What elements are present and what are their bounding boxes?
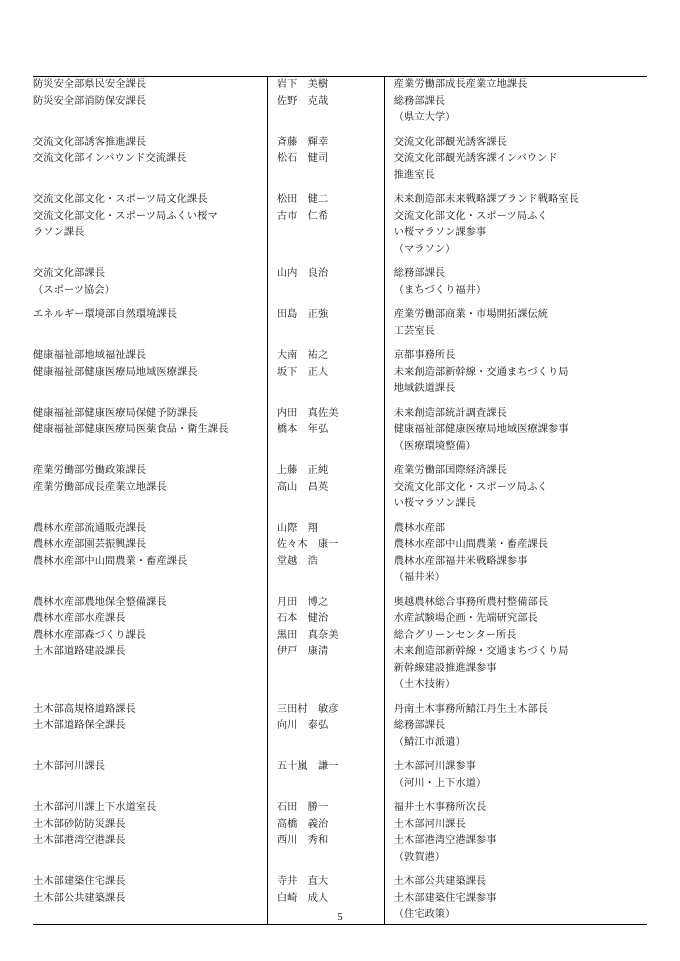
officer-name-cell-line: 内田 真佐美 xyxy=(276,407,339,419)
new-post-cell xyxy=(33,628,267,645)
table-row-spacer xyxy=(33,398,647,406)
previous-post-cell xyxy=(384,480,647,513)
previous-post-cell-line: 水産試験場企画・先端研究部長 xyxy=(393,613,538,624)
officer-name-cell xyxy=(267,77,384,94)
previous-post-cell xyxy=(384,135,647,152)
officer-name-cell xyxy=(267,554,384,587)
officer-name-cell-line: 堂越 浩 xyxy=(276,555,318,567)
previous-post-cell-line: （県立大学） xyxy=(393,112,456,123)
table-row-spacer xyxy=(33,258,647,266)
table-row-spacer xyxy=(33,751,647,759)
new-post-cell xyxy=(33,718,267,751)
previous-post-cell xyxy=(384,422,647,455)
new-post-cell xyxy=(33,817,267,834)
previous-post-cell-line: 奥越農林総合事務所農村整備部長 xyxy=(393,596,549,608)
new-post-cell-line: 健康福祉部健康医療局医薬食品・衛生課長 xyxy=(33,424,229,435)
officer-name-cell-line: 佐野 克哉 xyxy=(276,95,329,107)
previous-post-cell-line: 産業労働部国際経済課長 xyxy=(393,465,507,476)
new-post-cell xyxy=(33,800,267,817)
new-post-cell-line: 土木部河川課上下水道室長 xyxy=(33,802,157,813)
previous-post-cell-line: 地域鉄道課長 xyxy=(393,383,456,394)
new-post-cell-line: ラソン課長 xyxy=(33,227,85,238)
table-row xyxy=(33,406,647,423)
new-post-cell xyxy=(33,365,267,398)
officer-name-cell-line: 斉藤 輝幸 xyxy=(276,136,329,148)
previous-post-cell-line: 健康福祉部健康医療局地域医療課参事 xyxy=(393,424,569,435)
officer-name-cell-line: 松田 健二 xyxy=(276,194,329,205)
previous-post-cell xyxy=(384,406,647,423)
officer-name-cell xyxy=(267,406,384,423)
new-post-cell-line: 土木部河川課長 xyxy=(33,761,106,772)
new-post-cell xyxy=(33,537,267,554)
officer-name-cell xyxy=(267,833,384,866)
table-row xyxy=(33,365,647,398)
previous-post-cell-line: 総務部課長 xyxy=(393,268,446,279)
officer-name-cell xyxy=(267,874,384,891)
officer-name-cell-line: 橋本 年弘 xyxy=(276,424,329,435)
table-row xyxy=(33,521,647,538)
previous-post-cell xyxy=(384,554,647,587)
previous-post-cell-line: 交流文化部文化・スポーツ局ふく xyxy=(393,210,548,222)
new-post-cell xyxy=(33,644,267,694)
officer-name-cell-line: 松石 健司 xyxy=(276,153,329,164)
table-row xyxy=(33,463,647,480)
officer-name-cell xyxy=(267,718,384,751)
previous-post-cell xyxy=(384,209,647,259)
previous-post-cell-line: （敦賀港） xyxy=(393,851,446,863)
officer-name-cell-line: 古市 仁希 xyxy=(276,210,329,222)
new-post-cell xyxy=(33,759,267,792)
officer-name-cell-line: 西川 秀和 xyxy=(276,835,329,846)
previous-post-cell-line: （鯖江市派遣） xyxy=(393,736,466,748)
new-post-cell-line: 健康福祉部地域福祉課長 xyxy=(33,350,147,361)
new-post-cell-line: 農林水産部中山間農業・畜産課長 xyxy=(33,555,188,567)
new-post-cell-line: 土木部公共建築課長 xyxy=(33,892,126,904)
previous-post-cell-line: 土木部河川課参事 xyxy=(393,761,477,772)
new-post-cell xyxy=(33,192,267,209)
personnel-table xyxy=(33,76,647,925)
officer-name-cell-line: 大南 祐之 xyxy=(276,350,329,361)
new-post-cell xyxy=(33,480,267,513)
new-post-cell xyxy=(33,348,267,365)
table-row-spacer xyxy=(33,866,647,874)
officer-name-cell-line: 山際 翔 xyxy=(276,522,318,534)
table-row-spacer xyxy=(33,299,647,307)
officer-name-cell xyxy=(267,800,384,817)
new-post-cell xyxy=(33,422,267,455)
table-row xyxy=(33,480,647,513)
new-post-cell-line: 防災安全部消防保安課長 xyxy=(33,95,147,107)
new-post-cell-line: 土木部高規格道路課長 xyxy=(33,703,136,715)
officer-name-cell-line: 石本 健治 xyxy=(276,613,329,624)
new-post-cell-line: （スポーツ協会） xyxy=(33,284,115,296)
officer-name-cell xyxy=(267,595,384,612)
previous-post-cell-line: い桜マラソン課参事 xyxy=(393,227,487,238)
officer-name-cell-line: 佐々木 康一 xyxy=(276,539,339,550)
table-row xyxy=(33,94,647,127)
officer-name-cell xyxy=(267,94,384,127)
new-post-cell-line: 交流文化部インバウンド交流課長 xyxy=(33,153,187,164)
previous-post-cell-line: い桜マラソン課長 xyxy=(393,498,477,509)
previous-post-cell xyxy=(384,644,647,694)
table-row xyxy=(33,718,647,751)
page-number: 5 xyxy=(337,912,343,923)
new-post-cell xyxy=(33,833,267,866)
new-post-cell-line: 防災安全部県民安全課長 xyxy=(33,79,147,90)
previous-post-cell xyxy=(384,759,647,792)
officer-name-cell xyxy=(267,628,384,645)
previous-post-cell-line: 土木部港湾空港課参事 xyxy=(393,835,497,846)
previous-post-cell xyxy=(384,77,647,94)
officer-name-cell xyxy=(267,266,384,299)
officer-name-cell-line: 五十嵐 謙一 xyxy=(276,761,339,772)
officer-name-cell-line: 上藤 正純 xyxy=(276,465,329,476)
new-post-cell xyxy=(33,307,267,340)
officer-name-cell xyxy=(267,365,384,398)
table-row xyxy=(33,135,647,152)
previous-post-cell-line: 土木部建築住宅課参事 xyxy=(393,892,497,904)
new-post-cell-line: 交流文化部文化・スポーツ局ふくい桜マ xyxy=(33,210,218,222)
previous-post-cell-line: （土木技術） xyxy=(393,679,456,690)
officer-name-cell-line: 山内 良治 xyxy=(276,268,329,279)
new-post-cell xyxy=(33,135,267,152)
previous-post-cell-line: 丹南土木事務所鯖江丹生土木部長 xyxy=(393,703,549,715)
previous-post-cell-line: 総合グリーンセンター所長 xyxy=(393,629,517,641)
new-post-cell-line: 土木部道路建設課長 xyxy=(33,646,126,657)
table-row xyxy=(33,422,647,455)
previous-post-cell-line: 土木部公共建築課長 xyxy=(393,876,487,887)
officer-name-cell xyxy=(267,422,384,455)
new-post-cell-line: 産業労働部労働政策課長 xyxy=(33,465,147,476)
officer-name-cell-line: 伊戸 康清 xyxy=(276,646,329,657)
new-post-cell-line: 土木部砂防防災課長 xyxy=(33,818,126,830)
new-post-cell xyxy=(33,151,267,184)
new-post-cell xyxy=(33,554,267,587)
table-row-spacer xyxy=(33,455,647,463)
previous-post-cell-line: 福井土木事務所次長 xyxy=(393,802,487,813)
table-row xyxy=(33,595,647,612)
new-post-cell-line: 農林水産部園芸振興課長 xyxy=(33,539,147,550)
previous-post-cell-line: 未来創造部統計調査課長 xyxy=(393,407,507,419)
table-row xyxy=(33,307,647,340)
table-row xyxy=(33,554,647,587)
officer-name-cell xyxy=(267,817,384,834)
new-post-cell-line: エネルギー環境部自然環境課長 xyxy=(33,309,178,320)
new-post-cell-line: 土木部道路保全課長 xyxy=(33,720,126,731)
officer-name-cell xyxy=(267,463,384,480)
previous-post-cell-line: 新幹線建設推進課参事 xyxy=(393,662,497,674)
table-row-spacer xyxy=(33,587,647,595)
previous-post-cell xyxy=(384,192,647,209)
new-post-cell-line: 土木部建築住宅課長 xyxy=(33,876,126,887)
officer-name-cell xyxy=(267,151,384,184)
table-row xyxy=(33,644,647,694)
officer-name-cell-line: 月田 博之 xyxy=(276,596,329,608)
officer-name-cell xyxy=(267,192,384,209)
previous-post-cell xyxy=(384,817,647,834)
new-post-cell xyxy=(33,406,267,423)
table-row xyxy=(33,817,647,834)
previous-post-cell-line: 農林水産部中山間農業・畜産課長 xyxy=(393,539,549,550)
previous-post-cell-line: （河川・上下水道） xyxy=(393,777,487,789)
officer-name-cell-line: 三田村 敏彦 xyxy=(276,703,339,715)
table-row xyxy=(33,77,647,94)
table-row-spacer xyxy=(33,513,647,521)
table-row-spacer xyxy=(33,127,647,135)
previous-post-cell-line: 推進室長 xyxy=(393,169,435,181)
officer-name-cell xyxy=(267,348,384,365)
previous-post-cell-line: 交流文化部文化・スポーツ局ふく xyxy=(393,481,548,493)
table-row-spacer xyxy=(33,184,647,192)
previous-post-cell-line: 産業労働部成長産業立地課長 xyxy=(393,79,528,90)
new-post-cell xyxy=(33,266,267,299)
officer-name-cell-line: 白崎 成人 xyxy=(276,892,329,904)
table-row xyxy=(33,800,647,817)
officer-name-cell xyxy=(267,135,384,152)
table-row xyxy=(33,151,647,184)
officer-name-cell xyxy=(267,644,384,694)
table-row-spacer xyxy=(33,694,647,702)
new-post-cell-line: 健康福祉部健康医療局地域医療課長 xyxy=(33,366,198,378)
previous-post-cell xyxy=(384,718,647,751)
officer-name-cell xyxy=(267,537,384,554)
officer-name-cell-line: 石田 勝一 xyxy=(276,802,329,813)
table-row xyxy=(33,702,647,719)
new-post-cell xyxy=(33,463,267,480)
officer-name-cell-line: 坂下 正人 xyxy=(276,366,329,378)
officer-name-cell-line: 田島 正強 xyxy=(276,309,329,320)
new-post-cell-line: 土木部港湾空港課長 xyxy=(33,835,126,846)
table-row xyxy=(33,537,647,554)
table-row-spacer xyxy=(33,340,647,348)
previous-post-cell xyxy=(384,874,647,891)
new-post-cell xyxy=(33,611,267,628)
previous-post-cell xyxy=(384,348,647,365)
officer-name-cell-line: 黒田 真奈美 xyxy=(276,629,339,641)
previous-post-cell xyxy=(384,266,647,299)
previous-post-cell-line: （住宅政策） xyxy=(393,909,456,920)
officer-name-cell xyxy=(267,307,384,340)
officer-name-cell-line: 高山 昌英 xyxy=(276,481,329,493)
new-post-cell-line: 交流文化部誘客推進課長 xyxy=(33,136,147,148)
previous-post-cell xyxy=(384,94,647,127)
new-post-cell xyxy=(33,595,267,612)
previous-post-cell-line: 総務部課長 xyxy=(393,720,446,731)
officer-name-cell xyxy=(267,702,384,719)
new-post-cell-line: 農林水産部農地保全整備課長 xyxy=(33,596,167,608)
table-row xyxy=(33,759,647,792)
officer-name-cell-line: 高橋 義治 xyxy=(276,818,329,830)
new-post-cell-line: 産業労働部成長産業立地課長 xyxy=(33,481,167,493)
previous-post-cell-line: 交流文化部観光誘客課インバウンド xyxy=(393,153,558,164)
officer-name-cell xyxy=(267,759,384,792)
previous-post-cell xyxy=(384,307,647,340)
new-post-cell xyxy=(33,521,267,538)
previous-post-cell xyxy=(384,365,647,398)
officer-name-cell xyxy=(267,480,384,513)
table-row-spacer xyxy=(33,792,647,800)
table-row xyxy=(33,348,647,365)
previous-post-cell xyxy=(384,521,647,538)
new-post-cell xyxy=(33,77,267,94)
previous-post-cell-line: 工芸室長 xyxy=(393,325,435,337)
previous-post-cell xyxy=(384,628,647,645)
new-post-cell-line: 交流文化部文化・スポーツ局文化課長 xyxy=(33,194,208,205)
new-post-cell xyxy=(33,94,267,127)
previous-post-cell-line: （まちづくり福井） xyxy=(393,284,487,296)
table-row xyxy=(33,209,647,259)
table-row xyxy=(33,266,647,299)
previous-post-cell-line: 農林水産部 xyxy=(393,522,446,534)
previous-post-cell xyxy=(384,537,647,554)
previous-post-cell xyxy=(384,595,647,612)
personnel-table-body xyxy=(33,77,647,925)
officer-name-cell-line: 寺井 直大 xyxy=(276,876,329,887)
previous-post-cell-line: （マラソン） xyxy=(393,243,456,255)
previous-post-cell xyxy=(384,800,647,817)
new-post-cell xyxy=(33,702,267,719)
new-post-cell-line: 農林水産部水産課長 xyxy=(33,613,126,624)
officer-name-cell xyxy=(267,521,384,538)
officer-name-cell xyxy=(267,209,384,259)
new-post-cell xyxy=(33,874,267,891)
new-post-cell-line: 健康福祉部健康医療局保健予防課長 xyxy=(33,407,198,419)
previous-post-cell-line: 総務部課長 xyxy=(393,95,446,107)
previous-post-cell-line: 産業労働部商業・市場開拓課伝統 xyxy=(393,309,549,320)
previous-post-cell xyxy=(384,611,647,628)
previous-post-cell-line: 未来創造部新幹線・交通まちづくり局 xyxy=(393,366,569,378)
table-row xyxy=(33,628,647,645)
previous-post-cell-line: 京都事務所長 xyxy=(393,350,456,361)
previous-post-cell-line: （医療環境整備） xyxy=(393,440,477,452)
previous-post-cell-line: 土木部河川課長 xyxy=(393,818,466,830)
new-post-cell-line: 交流文化部課長 xyxy=(33,268,106,279)
table-row xyxy=(33,192,647,209)
previous-post-cell-line: 未来創造部未来戦略課ブランド戦略室長 xyxy=(393,194,579,205)
officer-name-cell-line: 向川 泰弘 xyxy=(276,720,329,731)
previous-post-cell xyxy=(384,833,647,866)
new-post-cell-line: 農林水産部森づくり課長 xyxy=(33,629,147,641)
officer-name-cell-line: 岩下 美樹 xyxy=(276,79,329,90)
new-post-cell xyxy=(33,209,267,259)
officer-name-cell xyxy=(267,611,384,628)
previous-post-cell-line: （福井米） xyxy=(393,572,446,583)
previous-post-cell-line: 未来創造部新幹線・交通まちづくり局 xyxy=(393,646,569,657)
table-row xyxy=(33,611,647,628)
previous-post-cell-line: 農林水産部福井米戦略課参事 xyxy=(393,555,528,567)
new-post-cell-line: 農林水産部流通販売課長 xyxy=(33,522,147,534)
previous-post-cell xyxy=(384,151,647,184)
table-row xyxy=(33,874,647,891)
previous-post-cell xyxy=(384,702,647,719)
previous-post-cell xyxy=(384,463,647,480)
previous-post-cell-line: 交流文化部観光誘客課長 xyxy=(393,136,507,148)
table-row xyxy=(33,833,647,866)
